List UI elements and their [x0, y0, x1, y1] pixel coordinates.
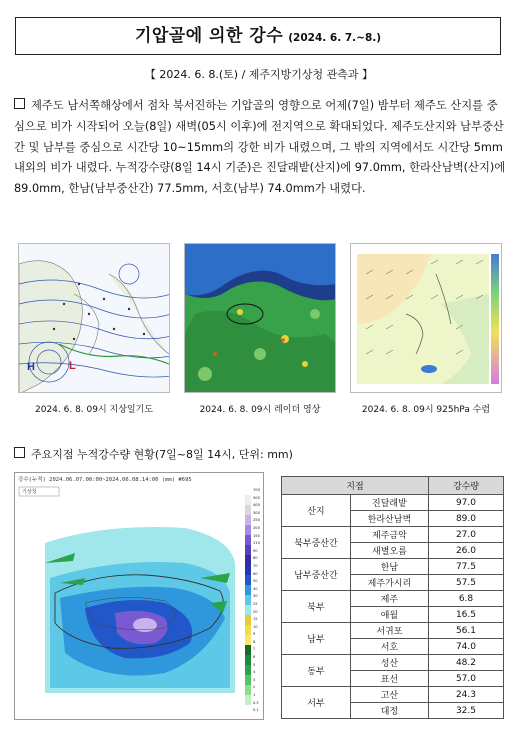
rainfall-cell: 74.0 — [428, 639, 503, 655]
document-title-box — [15, 17, 501, 55]
checkbox-bullet-icon — [14, 447, 25, 458]
scale-label: 60 — [253, 571, 258, 576]
scale-label: 7 — [253, 647, 256, 652]
scale-label: 10 — [253, 624, 258, 629]
figure-caption: 2024. 6. 8. 09시 지상일기도 — [35, 405, 153, 415]
scale-label: 9 — [253, 632, 256, 637]
figure-captions — [18, 402, 502, 416]
scale-label: 0.1 — [253, 708, 259, 713]
station-cell: 성산 — [350, 655, 428, 671]
station-cell: 애월 — [350, 607, 428, 623]
scale-label: 500 — [253, 495, 260, 500]
scale-label: 2 — [253, 685, 256, 690]
scale-label: 30 — [253, 594, 258, 599]
figure-row — [18, 243, 502, 393]
scale-label: 250 — [253, 518, 260, 523]
scale-label: 110 — [253, 541, 260, 546]
table-row — [282, 655, 504, 671]
document-title: 기압골에 의한 강수 — [134, 26, 284, 46]
scale-label: 25 — [253, 601, 258, 606]
column-header-rainfall: 강수량 — [428, 477, 503, 495]
checkbox-bullet-icon — [14, 98, 25, 109]
table-header-row — [282, 477, 504, 495]
scale-label: 80 — [253, 556, 258, 561]
rainfall-cell: 48.2 — [428, 655, 503, 671]
radar-image — [184, 243, 336, 393]
rainfall-cell: 24.3 — [428, 687, 503, 703]
station-cell: 진달래밭 — [350, 495, 428, 511]
station-cell: 대정 — [350, 703, 428, 719]
region-cell: 남부 — [282, 623, 351, 655]
rain-scale-labels — [253, 487, 264, 715]
scale-label: 15 — [253, 617, 258, 622]
summary-text: 제주도 남서쪽해상에서 점차 북서진하는 기압골의 영향으로 어제(7일) 밤부터 제주도 산지를 중심으로 비가 시작되어 오늘(8일) 새벽(05시 이후)에 전지역으로 확대되었다. 제주도산지와 남부중산간 및 남부를 중심으로 시간당 10~15mm의 강한 비가 내렸으며, 그 밖의 지역에서도 시간당 5mm내외의 비가 내렸다. 누적강수량(8일 14시 기준)은 진달래밭(산지)에 97.0mm, 한라산남벽(산지)에 89.0mm, 한남(남부중산간) 77.5mm, 서호(남부) 74.0mm가 내렸다. — [14, 99, 506, 196]
svg-text:L: L — [69, 360, 76, 372]
scale-label: 5 — [253, 662, 256, 667]
figure-caption: 2024. 6. 8. 09시 레이더 영상 — [199, 405, 321, 415]
rain-map-header: 강수(누적) 2024.06.07.00:00~2024.06.08.14:00 (mm) #695 — [18, 477, 192, 483]
station-cell: 한라산남벽 — [350, 511, 428, 527]
scale-label: 400 — [253, 503, 260, 508]
station-cell: 제주금악 — [350, 527, 428, 543]
scale-label: 4 — [253, 670, 256, 675]
scale-label: 50 — [253, 579, 258, 584]
region-cell: 동부 — [282, 655, 351, 687]
document-title-date: (2024. 6. 7.~8.) — [288, 32, 382, 44]
summary-paragraph — [14, 96, 506, 200]
column-header-station: 지점 — [282, 477, 429, 495]
region-cell: 남부중산간 — [282, 559, 351, 591]
station-cell: 표선 — [350, 671, 428, 687]
scale-label: 8 — [253, 639, 256, 644]
scale-label: 6 — [253, 655, 256, 660]
scale-label: 70 — [253, 563, 258, 568]
rainfall-cell: 97.0 — [428, 495, 503, 511]
region-cell: 서부 — [282, 687, 351, 719]
table-row — [282, 591, 504, 607]
scale-label: 40 — [253, 586, 258, 591]
table-row — [282, 623, 504, 639]
dateline: 【 2024. 6. 8.(토) / 제주지방기상청 관측과 】 — [144, 68, 374, 81]
rainfall-cell: 56.1 — [428, 623, 503, 639]
surface-weather-map — [18, 243, 170, 393]
station-cell: 제주가시리 — [350, 575, 428, 591]
station-cell: 한남 — [350, 559, 428, 575]
station-cell: 제주 — [350, 591, 428, 607]
scale-label: 20 — [253, 609, 258, 614]
convergence-map-925hpa — [350, 243, 502, 393]
region-cell: 북부중산간 — [282, 527, 351, 559]
rainfall-cell: 57.5 — [428, 575, 503, 591]
scale-label: 300 — [253, 510, 260, 515]
rainfall-cell: 77.5 — [428, 559, 503, 575]
rainfall-cell: 27.0 — [428, 527, 503, 543]
scale-label: 150 — [253, 533, 260, 538]
section-title: 주요지점 누적강수량 현황(7일~8일 14시, 단위: mm) — [14, 446, 293, 462]
scale-label: 200 — [253, 525, 260, 530]
accumulated-rain-map — [14, 472, 264, 720]
rainfall-cell: 6.8 — [428, 591, 503, 607]
station-cell: 서호 — [350, 639, 428, 655]
scale-label: 1 — [253, 693, 256, 698]
rainfall-cell: 57.0 — [428, 671, 503, 687]
region-cell: 북부 — [282, 591, 351, 623]
scale-label: 700 — [253, 488, 260, 492]
region-cell: 산지 — [282, 495, 351, 527]
scale-label: 3 — [253, 677, 256, 682]
figure-caption: 2024. 6. 8. 09시 925hPa 수렴 — [361, 405, 491, 415]
rainfall-cell: 32.5 — [428, 703, 503, 719]
rainfall-cell: 26.0 — [428, 543, 503, 559]
table-row — [282, 559, 504, 575]
station-cell: 새별오름 — [350, 543, 428, 559]
station-cell: 서귀포 — [350, 623, 428, 639]
svg-text:H: H — [27, 361, 35, 373]
rain-map-legend-label: 기상청 — [22, 489, 37, 495]
table-row — [282, 495, 504, 511]
scale-label: 0.5 — [253, 700, 259, 705]
station-cell: 고산 — [350, 687, 428, 703]
table-row — [282, 687, 504, 703]
scale-label: 90 — [253, 548, 258, 553]
rainfall-cell: 16.5 — [428, 607, 503, 623]
rainfall-table — [281, 476, 504, 719]
table-row — [282, 527, 504, 543]
rainfall-cell: 89.0 — [428, 511, 503, 527]
